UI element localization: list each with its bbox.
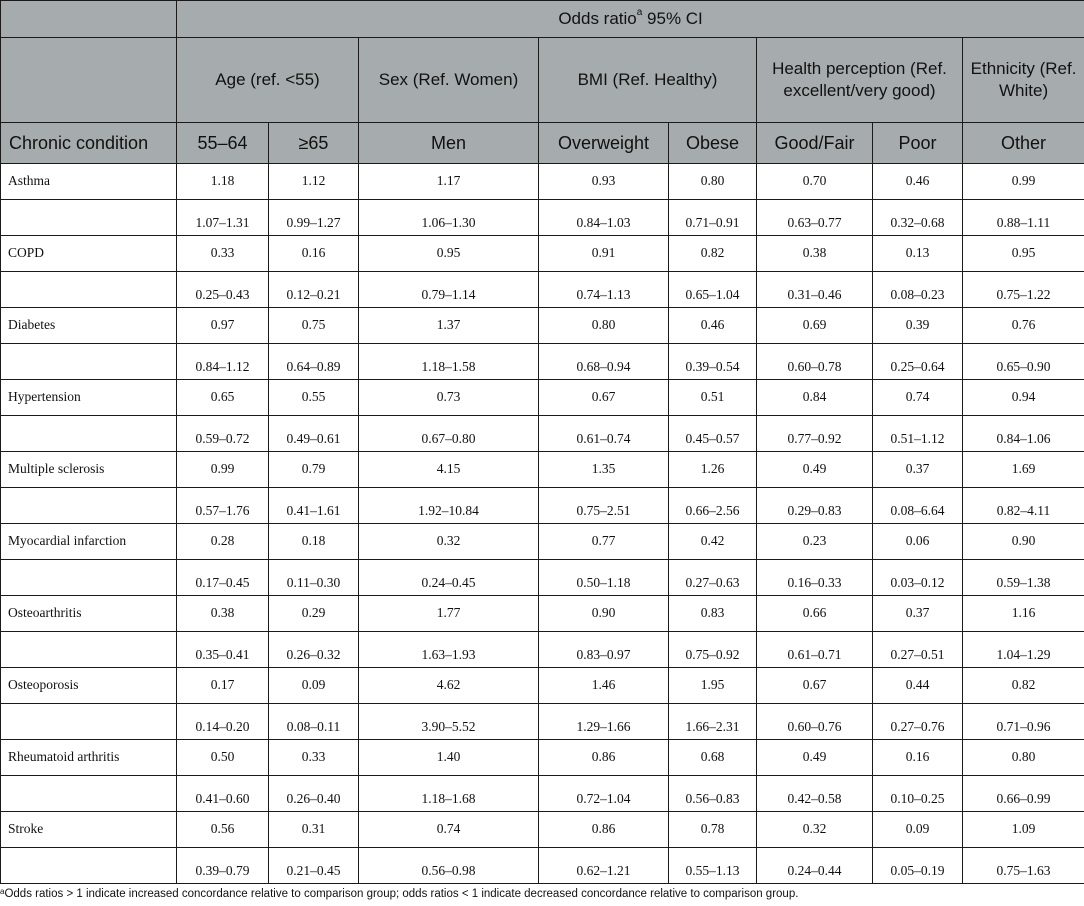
footnote-text: Odds ratios > 1 indicate increased concordance relative to comparison group; odds ratios < 1 indicate decreased concordance relative to comparison group. bbox=[4, 888, 799, 900]
confidence-interval-cell: 0.17–0.45 bbox=[177, 560, 269, 596]
group-header-health-perception: Health perception (Ref. excellent/very good) bbox=[757, 38, 963, 123]
odds-ratio-cell: 0.37 bbox=[873, 596, 963, 632]
odds-ratio-cell: 0.38 bbox=[177, 596, 269, 632]
odds-ratio-cell: 4.15 bbox=[359, 452, 539, 488]
blank-cell bbox=[1, 704, 177, 740]
odds-ratio-cell: 0.50 bbox=[177, 740, 269, 776]
confidence-interval-cell: 0.14–0.20 bbox=[177, 704, 269, 740]
odds-ratio-cell: 0.32 bbox=[757, 812, 873, 848]
confidence-interval-cell: 3.90–5.52 bbox=[359, 704, 539, 740]
confidence-interval-cell: 0.55–1.13 bbox=[669, 848, 757, 884]
odds-ratio-cell: 1.35 bbox=[539, 452, 669, 488]
odds-ratio-cell: 0.93 bbox=[539, 164, 669, 200]
confidence-interval-cell: 0.08–0.11 bbox=[269, 704, 359, 740]
odds-ratio-cell: 0.28 bbox=[177, 524, 269, 560]
column-header-overweight: Overweight bbox=[539, 123, 669, 164]
odds-ratio-cell: 0.74 bbox=[873, 380, 963, 416]
odds-ratio-cell: 1.18 bbox=[177, 164, 269, 200]
confidence-interval-cell: 1.63–1.93 bbox=[359, 632, 539, 668]
table-row-estimate bbox=[1, 452, 1084, 488]
odds-ratio-cell: 0.56 bbox=[177, 812, 269, 848]
confidence-interval-cell: 0.66–0.99 bbox=[963, 776, 1084, 812]
odds-ratio-cell: 4.62 bbox=[359, 668, 539, 704]
odds-ratio-cell: 0.29 bbox=[269, 596, 359, 632]
odds-ratio-cell: 0.09 bbox=[873, 812, 963, 848]
confidence-interval-cell: 0.67–0.80 bbox=[359, 416, 539, 452]
odds-ratio-cell: 0.90 bbox=[963, 524, 1084, 560]
confidence-interval-cell: 0.42–0.58 bbox=[757, 776, 873, 812]
column-header-men: Men bbox=[359, 123, 539, 164]
table-row-confidence-interval bbox=[1, 632, 1084, 668]
table-row-estimate bbox=[1, 596, 1084, 632]
condition-name: Osteoarthritis bbox=[1, 596, 177, 632]
odds-ratio-cell: 0.95 bbox=[963, 236, 1084, 272]
condition-name: Stroke bbox=[1, 812, 177, 848]
odds-ratio-cell: 0.99 bbox=[177, 452, 269, 488]
table-row-confidence-interval bbox=[1, 560, 1084, 596]
confidence-interval-cell: 0.77–0.92 bbox=[757, 416, 873, 452]
group-header-sex: Sex (Ref. Women) bbox=[359, 38, 539, 123]
column-header-chronic-condition: Chronic condition bbox=[1, 123, 177, 164]
table-row-confidence-interval bbox=[1, 416, 1084, 452]
condition-name: Asthma bbox=[1, 164, 177, 200]
odds-ratio-cell: 0.42 bbox=[669, 524, 757, 560]
odds-ratio-cell: 1.26 bbox=[669, 452, 757, 488]
odds-ratio-cell: 1.95 bbox=[669, 668, 757, 704]
odds-ratio-cell: 1.09 bbox=[963, 812, 1084, 848]
table-row-confidence-interval bbox=[1, 488, 1084, 524]
odds-ratio-cell: 0.97 bbox=[177, 308, 269, 344]
confidence-interval-cell: 0.35–0.41 bbox=[177, 632, 269, 668]
confidence-interval-cell: 0.84–1.03 bbox=[539, 200, 669, 236]
confidence-interval-cell: 0.24–0.45 bbox=[359, 560, 539, 596]
odds-ratio-cell: 0.46 bbox=[873, 164, 963, 200]
confidence-interval-cell: 0.25–0.64 bbox=[873, 344, 963, 380]
confidence-interval-cell: 0.75–0.92 bbox=[669, 632, 757, 668]
table-row-estimate bbox=[1, 524, 1084, 560]
odds-ratio-cell: 0.66 bbox=[757, 596, 873, 632]
condition-name: Diabetes bbox=[1, 308, 177, 344]
odds-ratio-cell: 0.16 bbox=[873, 740, 963, 776]
odds-ratio-cell: 0.49 bbox=[757, 452, 873, 488]
odds-ratio-cell: 0.79 bbox=[269, 452, 359, 488]
confidence-interval-cell: 0.59–0.72 bbox=[177, 416, 269, 452]
column-header-65-plus: ≥65 bbox=[269, 123, 359, 164]
odds-ratio-cell: 0.69 bbox=[757, 308, 873, 344]
confidence-interval-cell: 0.39–0.79 bbox=[177, 848, 269, 884]
confidence-interval-cell: 0.41–1.61 bbox=[269, 488, 359, 524]
blank-cell bbox=[1, 560, 177, 596]
odds-ratio-cell: 1.37 bbox=[359, 308, 539, 344]
confidence-interval-cell: 0.56–0.83 bbox=[669, 776, 757, 812]
odds-ratio-cell: 0.31 bbox=[269, 812, 359, 848]
confidence-interval-cell: 0.41–0.60 bbox=[177, 776, 269, 812]
condition-name: Hypertension bbox=[1, 380, 177, 416]
group-header-ethnicity: Ethnicity (Ref. White) bbox=[963, 38, 1084, 123]
odds-ratio-cell: 0.32 bbox=[359, 524, 539, 560]
confidence-interval-cell: 0.26–0.32 bbox=[269, 632, 359, 668]
odds-ratio-cell: 0.91 bbox=[539, 236, 669, 272]
table-title-cell bbox=[177, 1, 1084, 38]
condition-name: Rheumatoid arthritis bbox=[1, 740, 177, 776]
odds-ratio-cell: 0.78 bbox=[669, 812, 757, 848]
confidence-interval-cell: 0.64–0.89 bbox=[269, 344, 359, 380]
confidence-interval-cell: 0.61–0.74 bbox=[539, 416, 669, 452]
odds-ratio-cell: 0.95 bbox=[359, 236, 539, 272]
odds-ratio-cell: 0.65 bbox=[177, 380, 269, 416]
odds-ratio-cell: 0.86 bbox=[539, 812, 669, 848]
odds-ratio-cell: 0.67 bbox=[539, 380, 669, 416]
confidence-interval-cell: 0.08–0.23 bbox=[873, 272, 963, 308]
table-row-estimate bbox=[1, 308, 1084, 344]
confidence-interval-cell: 0.39–0.54 bbox=[669, 344, 757, 380]
confidence-interval-cell: 0.25–0.43 bbox=[177, 272, 269, 308]
confidence-interval-cell: 0.31–0.46 bbox=[757, 272, 873, 308]
confidence-interval-cell: 0.71–0.91 bbox=[669, 200, 757, 236]
table-row-confidence-interval bbox=[1, 344, 1084, 380]
confidence-interval-cell: 0.75–2.51 bbox=[539, 488, 669, 524]
odds-ratio-cell: 0.68 bbox=[669, 740, 757, 776]
odds-ratio-cell: 0.80 bbox=[963, 740, 1084, 776]
column-header-obese: Obese bbox=[669, 123, 757, 164]
confidence-interval-cell: 1.18–1.58 bbox=[359, 344, 539, 380]
confidence-interval-cell: 0.08–6.64 bbox=[873, 488, 963, 524]
odds-ratio-cell: 0.33 bbox=[269, 740, 359, 776]
odds-ratio-cell: 0.51 bbox=[669, 380, 757, 416]
confidence-interval-cell: 0.05–0.19 bbox=[873, 848, 963, 884]
blank-cell bbox=[1, 632, 177, 668]
odds-ratio-cell: 0.13 bbox=[873, 236, 963, 272]
blank-cell bbox=[1, 848, 177, 884]
odds-ratio-cell: 0.75 bbox=[269, 308, 359, 344]
odds-ratio-cell: 0.73 bbox=[359, 380, 539, 416]
table-row-confidence-interval bbox=[1, 776, 1084, 812]
confidence-interval-cell: 0.29–0.83 bbox=[757, 488, 873, 524]
table-row-confidence-interval bbox=[1, 704, 1084, 740]
confidence-interval-cell: 1.18–1.68 bbox=[359, 776, 539, 812]
confidence-interval-cell: 0.83–0.97 bbox=[539, 632, 669, 668]
odds-ratio-cell: 0.17 bbox=[177, 668, 269, 704]
blank-cell bbox=[1, 416, 177, 452]
group-header-bmi: BMI (Ref. Healthy) bbox=[539, 38, 757, 123]
confidence-interval-cell: 0.63–0.77 bbox=[757, 200, 873, 236]
confidence-interval-cell: 0.71–0.96 bbox=[963, 704, 1084, 740]
odds-ratio-cell: 0.09 bbox=[269, 668, 359, 704]
odds-ratio-cell: 0.37 bbox=[873, 452, 963, 488]
odds-ratio-cell: 1.77 bbox=[359, 596, 539, 632]
table-body bbox=[1, 164, 1084, 884]
confidence-interval-cell: 0.65–1.04 bbox=[669, 272, 757, 308]
column-header-55-64: 55–64 bbox=[177, 123, 269, 164]
table-row-confidence-interval bbox=[1, 200, 1084, 236]
confidence-interval-cell: 0.66–2.56 bbox=[669, 488, 757, 524]
odds-ratio-cell: 0.44 bbox=[873, 668, 963, 704]
odds-ratio-cell: 1.69 bbox=[963, 452, 1084, 488]
condition-name: Osteoporosis bbox=[1, 668, 177, 704]
confidence-interval-cell: 0.79–1.14 bbox=[359, 272, 539, 308]
confidence-interval-cell: 0.82–4.11 bbox=[963, 488, 1084, 524]
table-row-estimate bbox=[1, 380, 1084, 416]
odds-ratio-cell: 0.80 bbox=[669, 164, 757, 200]
blank-cell bbox=[1, 776, 177, 812]
column-header-poor: Poor bbox=[873, 123, 963, 164]
confidence-interval-cell: 0.27–0.76 bbox=[873, 704, 963, 740]
odds-ratio-cell: 1.12 bbox=[269, 164, 359, 200]
table-row-estimate bbox=[1, 236, 1084, 272]
odds-ratio-cell: 0.80 bbox=[539, 308, 669, 344]
odds-ratio-cell: 0.70 bbox=[757, 164, 873, 200]
confidence-interval-cell: 0.84–1.12 bbox=[177, 344, 269, 380]
table-row-estimate bbox=[1, 812, 1084, 848]
confidence-interval-cell: 1.04–1.29 bbox=[963, 632, 1084, 668]
confidence-interval-cell: 0.74–1.13 bbox=[539, 272, 669, 308]
odds-ratio-cell: 0.94 bbox=[963, 380, 1084, 416]
confidence-interval-cell: 0.12–0.21 bbox=[269, 272, 359, 308]
odds-ratio-cell: 0.38 bbox=[757, 236, 873, 272]
odds-ratio-cell: 0.84 bbox=[757, 380, 873, 416]
table-row-estimate bbox=[1, 164, 1084, 200]
odds-ratio-cell: 0.82 bbox=[669, 236, 757, 272]
odds-ratio-cell: 0.82 bbox=[963, 668, 1084, 704]
blank-cell bbox=[1, 488, 177, 524]
confidence-interval-cell: 0.75–1.22 bbox=[963, 272, 1084, 308]
confidence-interval-cell: 0.61–0.71 bbox=[757, 632, 873, 668]
confidence-interval-cell: 0.24–0.44 bbox=[757, 848, 873, 884]
confidence-interval-cell: 0.27–0.63 bbox=[669, 560, 757, 596]
confidence-interval-cell: 0.50–1.18 bbox=[539, 560, 669, 596]
table-title-footnote-marker: a bbox=[636, 7, 643, 18]
confidence-interval-cell: 0.51–1.12 bbox=[873, 416, 963, 452]
header-blank-cell bbox=[1, 1, 177, 38]
odds-ratio-cell: 0.39 bbox=[873, 308, 963, 344]
confidence-interval-cell: 1.07–1.31 bbox=[177, 200, 269, 236]
confidence-interval-cell: 0.88–1.11 bbox=[963, 200, 1084, 236]
odds-ratio-cell: 0.90 bbox=[539, 596, 669, 632]
confidence-interval-cell: 0.65–0.90 bbox=[963, 344, 1084, 380]
odds-ratio-cell: 0.86 bbox=[539, 740, 669, 776]
confidence-interval-cell: 0.10–0.25 bbox=[873, 776, 963, 812]
confidence-interval-cell: 0.56–0.98 bbox=[359, 848, 539, 884]
condition-name: Myocardial infarction bbox=[1, 524, 177, 560]
odds-ratio-cell: 0.76 bbox=[963, 308, 1084, 344]
odds-ratio-cell: 0.18 bbox=[269, 524, 359, 560]
confidence-interval-cell: 0.60–0.78 bbox=[757, 344, 873, 380]
condition-name: COPD bbox=[1, 236, 177, 272]
odds-ratio-cell: 0.99 bbox=[963, 164, 1084, 200]
confidence-interval-cell: 0.11–0.30 bbox=[269, 560, 359, 596]
odds-ratio-cell: 0.16 bbox=[269, 236, 359, 272]
table-title: Odds ratio bbox=[558, 9, 637, 28]
odds-ratio-cell: 1.46 bbox=[539, 668, 669, 704]
confidence-interval-cell: 0.49–0.61 bbox=[269, 416, 359, 452]
table-row-confidence-interval bbox=[1, 848, 1084, 884]
confidence-interval-cell: 0.72–1.04 bbox=[539, 776, 669, 812]
table-row-estimate bbox=[1, 740, 1084, 776]
confidence-interval-cell: 0.26–0.40 bbox=[269, 776, 359, 812]
odds-ratio-cell: 0.55 bbox=[269, 380, 359, 416]
odds-ratio-cell: 0.83 bbox=[669, 596, 757, 632]
confidence-interval-cell: 1.66–2.31 bbox=[669, 704, 757, 740]
confidence-interval-cell: 0.16–0.33 bbox=[757, 560, 873, 596]
confidence-interval-cell: 0.99–1.27 bbox=[269, 200, 359, 236]
header-blank-cell bbox=[1, 38, 177, 123]
odds-ratio-cell: 1.16 bbox=[963, 596, 1084, 632]
confidence-interval-cell: 1.92–10.84 bbox=[359, 488, 539, 524]
odds-ratio-cell: 0.67 bbox=[757, 668, 873, 704]
column-header-good-fair: Good/Fair bbox=[757, 123, 873, 164]
footnote bbox=[0, 888, 798, 900]
footnote-marker: a bbox=[0, 887, 5, 896]
confidence-interval-cell: 0.60–0.76 bbox=[757, 704, 873, 740]
confidence-interval-cell: 0.45–0.57 bbox=[669, 416, 757, 452]
odds-ratio-cell: 0.74 bbox=[359, 812, 539, 848]
condition-name: Multiple sclerosis bbox=[1, 452, 177, 488]
confidence-interval-cell: 0.27–0.51 bbox=[873, 632, 963, 668]
column-header-other: Other bbox=[963, 123, 1084, 164]
odds-ratio-cell: 0.77 bbox=[539, 524, 669, 560]
confidence-interval-cell: 0.75–1.63 bbox=[963, 848, 1084, 884]
confidence-interval-cell: 0.57–1.76 bbox=[177, 488, 269, 524]
table-row-estimate bbox=[1, 668, 1084, 704]
confidence-interval-cell: 0.68–0.94 bbox=[539, 344, 669, 380]
confidence-interval-cell: 0.32–0.68 bbox=[873, 200, 963, 236]
confidence-interval-cell: 0.62–1.21 bbox=[539, 848, 669, 884]
confidence-interval-cell: 1.29–1.66 bbox=[539, 704, 669, 740]
group-header-age: Age (ref. <55) bbox=[177, 38, 359, 123]
odds-ratio-cell: 0.23 bbox=[757, 524, 873, 560]
odds-ratio-cell: 0.49 bbox=[757, 740, 873, 776]
odds-ratio-cell: 0.33 bbox=[177, 236, 269, 272]
confidence-interval-cell: 0.03–0.12 bbox=[873, 560, 963, 596]
odds-ratio-cell: 1.17 bbox=[359, 164, 539, 200]
odds-ratio-cell: 0.46 bbox=[669, 308, 757, 344]
confidence-interval-cell: 1.06–1.30 bbox=[359, 200, 539, 236]
blank-cell bbox=[1, 344, 177, 380]
confidence-interval-cell: 0.21–0.45 bbox=[269, 848, 359, 884]
confidence-interval-cell: 0.84–1.06 bbox=[963, 416, 1084, 452]
odds-ratio-cell: 1.40 bbox=[359, 740, 539, 776]
blank-cell bbox=[1, 200, 177, 236]
table-row-confidence-interval bbox=[1, 272, 1084, 308]
table-title-suffix: 95% CI bbox=[642, 9, 703, 28]
blank-cell bbox=[1, 272, 177, 308]
odds-ratio-cell: 0.06 bbox=[873, 524, 963, 560]
confidence-interval-cell: 0.59–1.38 bbox=[963, 560, 1084, 596]
